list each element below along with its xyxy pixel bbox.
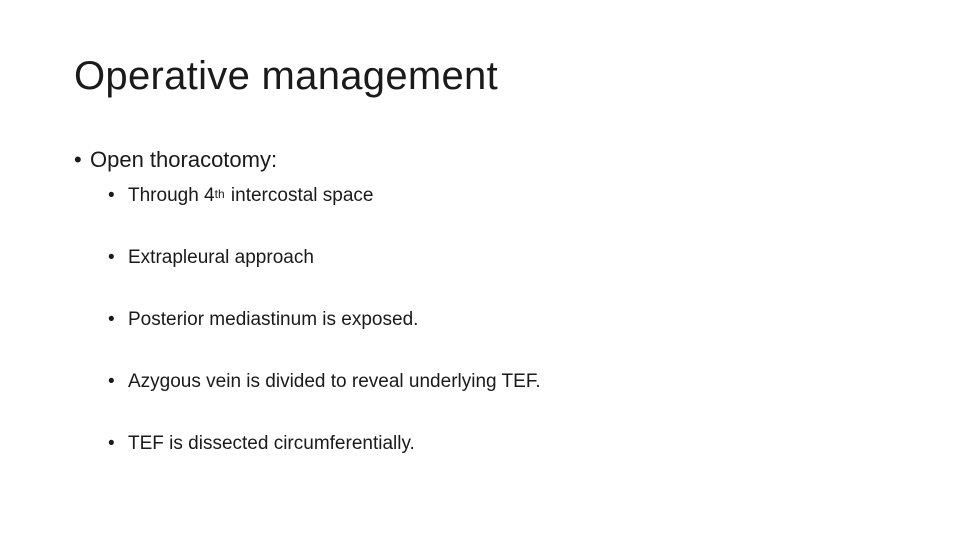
sub-bullet-text: Posterior mediastinum is exposed. xyxy=(128,309,419,330)
sub-bullet-text: Through 4 xyxy=(128,185,215,206)
slide-title: Operative management xyxy=(74,54,499,98)
bullet-marker: • xyxy=(74,147,82,172)
sub-bullet-item xyxy=(108,430,541,492)
sub-bullet-list xyxy=(108,182,541,492)
bullet-marker: • xyxy=(108,247,115,268)
sub-bullet-item xyxy=(108,306,541,368)
sub-bullet-text: Extrapleural approach xyxy=(128,247,314,268)
bullet-marker: • xyxy=(108,433,115,454)
bullet-marker: • xyxy=(108,371,115,392)
bullet-marker: • xyxy=(108,185,115,206)
bullet-marker: • xyxy=(108,309,115,330)
sub-bullet-item xyxy=(108,368,541,430)
ordinal-suffix: th xyxy=(214,187,225,201)
sub-bullet-text: Azygous vein is divided to reveal underlying TEF. xyxy=(128,371,541,392)
sub-bullet-text-cont: intercostal space xyxy=(225,185,374,206)
main-bullet xyxy=(74,147,277,173)
main-bullet-text: Open thoracotomy: xyxy=(90,147,278,172)
sub-bullet-item xyxy=(108,182,541,244)
sub-bullet-text: TEF is dissected circumferentially. xyxy=(128,433,415,454)
sub-bullet-item xyxy=(108,244,541,306)
